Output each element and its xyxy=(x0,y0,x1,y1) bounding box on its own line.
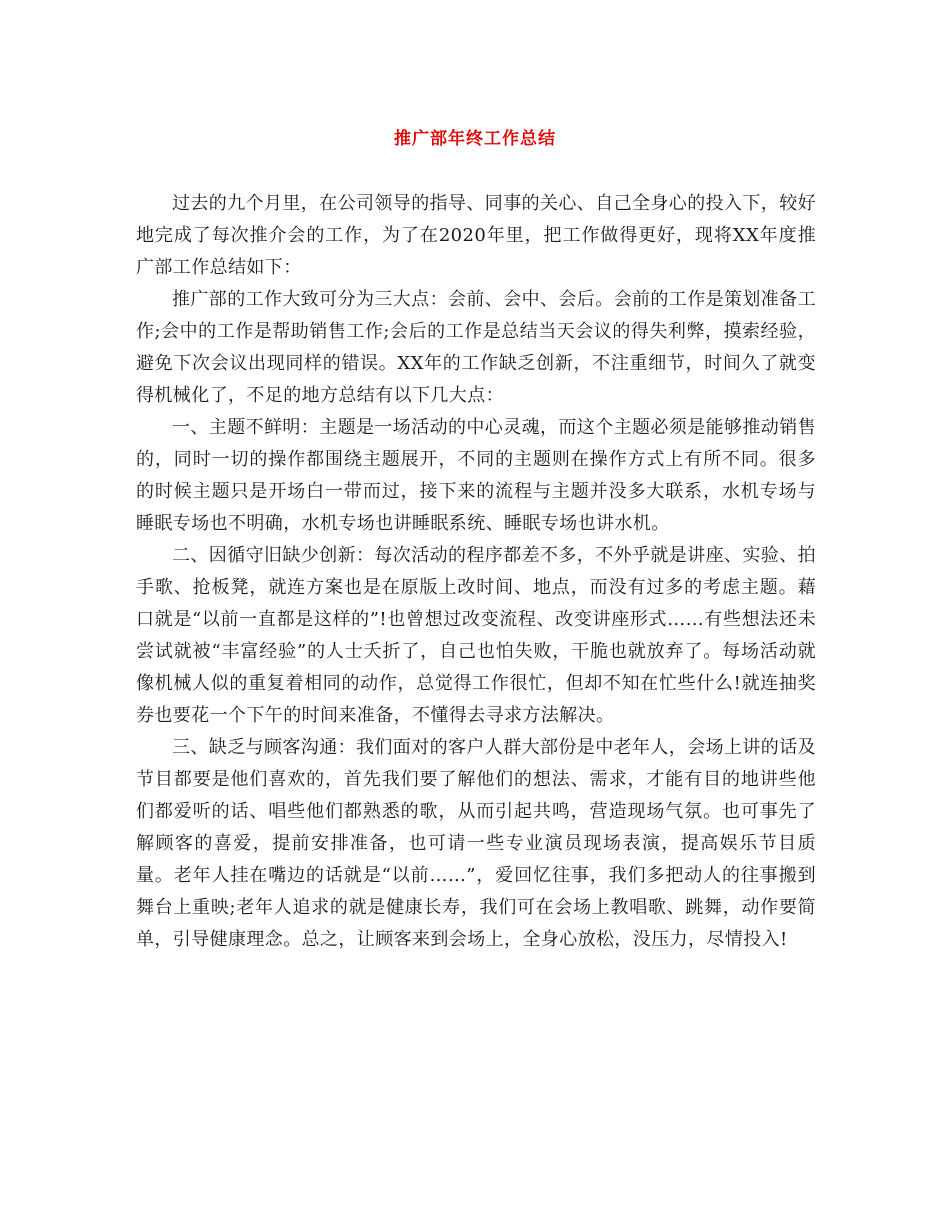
paragraph-intro: 过去的九个月里，在公司领导的指导、同事的关心、自己全身心的投入下，较好地完成了每次推介会的工作，为了在2020年里，把工作做得更好，现将XX年度推广部工作总结如下： xyxy=(136,193,816,278)
document-title: 推广部年终工作总结 xyxy=(394,129,556,149)
paragraph-point-2: 二、因循守旧缺少创新：每次活动的程序都差不多，不外乎就是讲座、实验、拍手歌、抢板凳，就连方案也是在原版上改时间、地点，而没有过多的考虑主题。藉口就是“以前一直都是这样的”!也曾想过改变流程、改变讲座形式……有些想法还未尝试就被“丰富经验”的人士夭折了，自己也怕失败，干脆也就放弃了。每场活动就像机械人似的重复着相同的动作，总觉得工作很忙，但却不知在忙些什么!就连抽奖券也要花一个下午的时间来准备，不懂得去寻求方法解决。 xyxy=(136,545,816,726)
paragraph-point-1: 一、主题不鲜明：主题是一场活动的中心灵魂，而这个主题必须是能够推动销售的，同时一切的操作都围绕主题展开，不同的主题则在操作方式上有所不同。很多的时候主题只是开场白一带而过，接下来的流程与主题并没多大联系，水机专场与睡眠专场也不明确，水机专场也讲睡眠系统、睡眠专场也讲水机。 xyxy=(136,417,816,534)
paragraph-point-3: 三、缺乏与顾客沟通：我们面对的客户人群大部份是中老年人，会场上讲的话及节目都要是他们喜欢的，首先我们要了解他们的想法、需求，才能有目的地讲些他们都爱听的话、唱些他们都熟悉的歌，从而引起共鸣，营造现场气氛。也可事先了解顾客的喜爱，提前安排准备，也可请一些专业演员现场表演，提高娱乐节目质量。老年人挂在嘴边的话就是“以前……”，爱回忆往事，我们多把动人的往事搬到舞台上重映;老年人追求的就是健康长寿，我们可在会场上教唱歌、跳舞，动作要简单，引导健康理念。总之，让顾客来到会场上，全身心放松，没压力，尽情投入! xyxy=(136,737,816,950)
paragraph-overview: 推广部的工作大致可分为三大点：会前、会中、会后。会前的工作是策划准备工作;会中的工作是帮助销售工作;会后的工作是总结当天会议的得失利弊，摸索经验，避免下次会议出现同样的错误。XX年的工作缺乏创新，不注重细节，时间久了就变得机械化了，不足的地方总结有以下几大点： xyxy=(136,289,816,406)
document-body xyxy=(136,188,816,956)
